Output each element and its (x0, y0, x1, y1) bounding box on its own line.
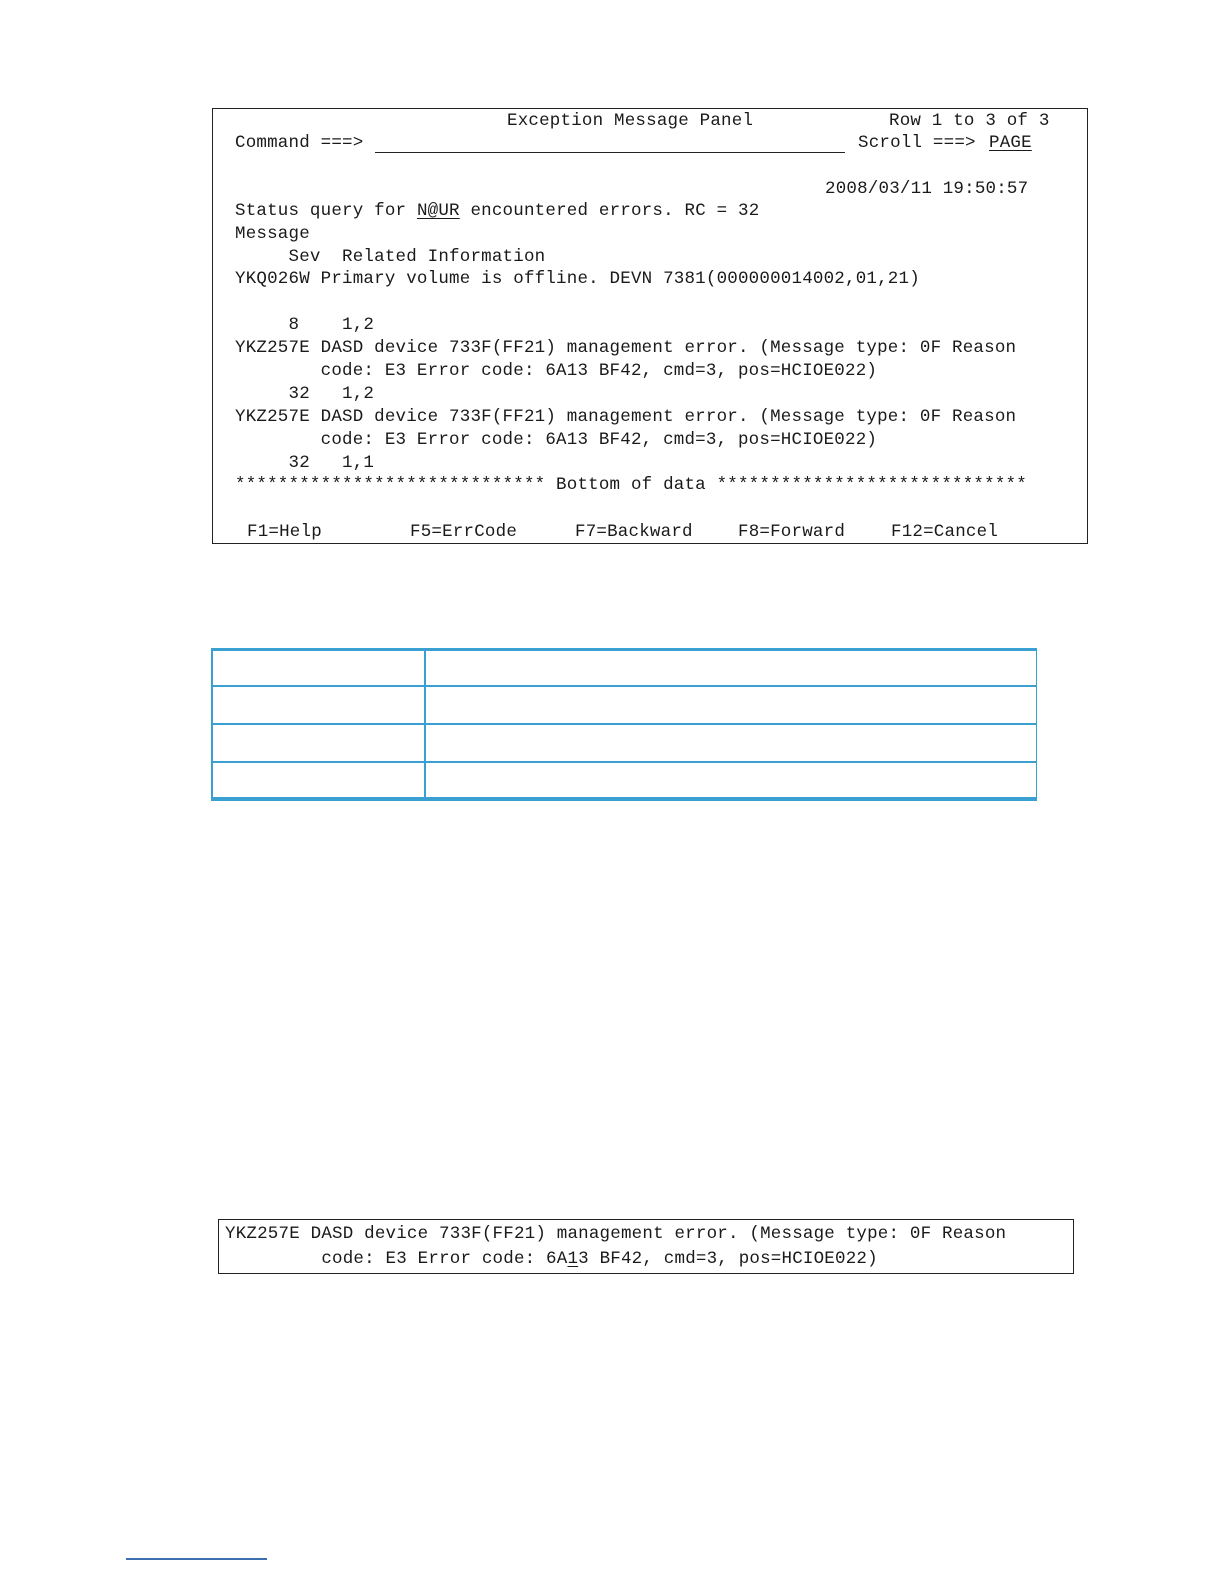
panel-title: Exception Message Panel (507, 111, 754, 131)
message-line: code: E3 Error code: 6A13 BF42, cmd=3, pos=HCIOE022) (235, 430, 878, 450)
reference-table (211, 648, 1037, 800)
header-sev-info: Sev Related Information (235, 247, 546, 267)
bottom-of-data: ***************************** Bottom of data ***************************** (235, 475, 1027, 495)
message-line: 32 1,2 (235, 384, 375, 404)
table-right-border (1036, 648, 1038, 800)
message-line: code: E3 Error code: 6A13 BF42, cmd=3, pos=HCIOE022) (235, 361, 878, 381)
message-line[interactable]: YKZ257E DASD device 733F(FF21) management error. (Message type: 0F Reason (235, 407, 1017, 427)
table-row-divider (211, 685, 1037, 687)
detail-line-2-suffix: 3 BF42, cmd=3, pos=HCIOE022) (578, 1249, 878, 1269)
row-info: Row 1 to 3 of 3 (889, 111, 1050, 131)
fkey-forward[interactable]: F8=Forward (738, 522, 846, 542)
detail-line-2 (225, 1249, 878, 1269)
message-detail-box (218, 1219, 1074, 1274)
message-line[interactable]: YKQ026W Primary volume is offline. DEVN 7381(000000014002,01,21) (235, 269, 920, 289)
table-top-border (211, 648, 1037, 651)
message-line: 8 1,2 (235, 315, 375, 335)
status-suffix: encountered errors. RC = 32 (459, 201, 760, 221)
scroll-label: Scroll ===> (858, 133, 976, 153)
status-line (235, 201, 759, 221)
message-line: 32 1,1 (235, 453, 375, 473)
table-bottom-border (211, 797, 1037, 801)
command-label: Command ===> (235, 133, 364, 153)
scroll-input[interactable]: PAGE (989, 133, 1032, 153)
detail-line-2-prefix: code: E3 Error code: 6A (225, 1249, 568, 1269)
fkey-backward[interactable]: F7=Backward (575, 522, 693, 542)
status-prefix: Status query for (235, 201, 417, 221)
table-row-divider (211, 723, 1037, 725)
header-message: Message (235, 224, 310, 244)
fkey-help[interactable]: F1=Help (247, 522, 322, 542)
detail-line-1: YKZ257E DASD device 733F(FF21) management error. (Message type: 0F Reason (225, 1224, 1007, 1244)
fkey-cancel[interactable]: F12=Cancel (891, 522, 999, 542)
exception-message-panel (212, 108, 1088, 544)
fkey-errcode[interactable]: F5=ErrCode (410, 522, 518, 542)
command-input[interactable] (375, 152, 845, 153)
table-column-divider (424, 648, 426, 800)
status-target: N@UR (416, 201, 460, 221)
table-left-border (211, 648, 213, 800)
footnote-rule (126, 1558, 267, 1560)
message-line[interactable]: YKZ257E DASD device 733F(FF21) management error. (Message type: 0F Reason (235, 338, 1017, 358)
table-row-divider (211, 761, 1037, 763)
timestamp: 2008/03/11 19:50:57 (825, 179, 1029, 199)
detail-cursor-char: 1 (567, 1249, 579, 1269)
